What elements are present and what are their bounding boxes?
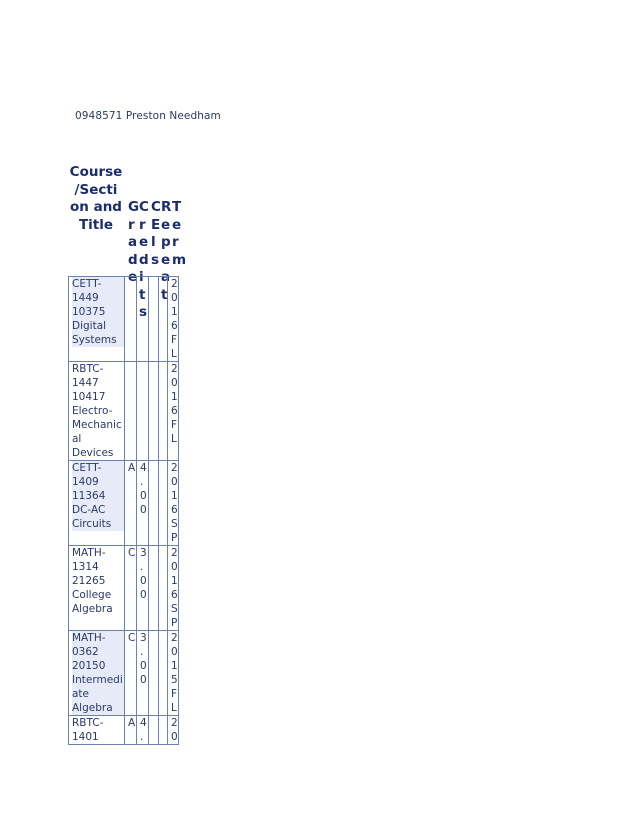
course-cell: RBTC- 1447 10417 Electro- Mechanic al Devices	[69, 362, 125, 461]
quality-points-cell	[149, 277, 159, 362]
quality-points-cell	[149, 631, 159, 716]
grade-cell	[125, 362, 137, 461]
quality-points-cell	[149, 716, 159, 745]
credits-cell	[137, 277, 149, 362]
grade-cell: C	[125, 631, 137, 716]
header-credits: C r e d i t s	[139, 199, 149, 320]
grade-cell: C	[125, 546, 137, 631]
grade-cell	[125, 277, 137, 362]
repeat-cell	[159, 362, 168, 461]
term-cell: 2 0 1 6 S P	[168, 461, 179, 546]
term-cell: 2 0 1 6 F L	[168, 362, 179, 461]
repeat-cell	[159, 277, 168, 362]
quality-points-cell	[149, 362, 159, 461]
repeat-cell	[159, 716, 168, 745]
credits-cell: 4 . 0 0	[137, 461, 149, 546]
header-grade: G r a d e	[128, 199, 140, 285]
table-row	[69, 362, 179, 461]
quality-points-cell	[149, 461, 159, 546]
course-cell: RBTC- 1401	[69, 716, 125, 745]
repeat-cell	[159, 546, 168, 631]
term-cell: 2 0	[168, 716, 179, 745]
term-cell: 2 0 1 6 S P	[168, 546, 179, 631]
header-course-title: Course /Secti on and Title	[69, 164, 123, 233]
header-quality-points: C E l s	[151, 199, 161, 268]
course-cell: MATH- 1314 21265 College Algebra	[69, 546, 125, 631]
student-id-name: 0948571 Preston Needham	[75, 110, 221, 122]
credits-cell: 4 .	[137, 716, 149, 745]
table-row	[69, 716, 179, 745]
credits-cell: 3 . 0 0	[137, 546, 149, 631]
table-row	[69, 546, 179, 631]
grade-cell: A	[125, 716, 137, 745]
course-table	[68, 276, 179, 745]
credits-cell	[137, 362, 149, 461]
course-cell: CETT- 1409 11364 DC-AC Circuits	[69, 461, 125, 546]
header-repeat: R e p e a t	[161, 199, 172, 303]
course-cell: MATH- 0362 20150 Intermedi ate Algebra	[69, 631, 125, 716]
table-row	[69, 277, 179, 362]
term-cell: 2 0 1 6 F L	[168, 277, 179, 362]
header-term: T e r m	[172, 199, 187, 268]
table-row	[69, 631, 179, 716]
term-cell: 2 0 1 5 F L	[168, 631, 179, 716]
grade-cell: A	[125, 461, 137, 546]
credits-cell: 3 . 0 0	[137, 631, 149, 716]
course-cell: CETT- 1449 10375 Digital Systems	[69, 277, 125, 362]
repeat-cell	[159, 461, 168, 546]
table-row	[69, 461, 179, 546]
repeat-cell	[159, 631, 168, 716]
quality-points-cell	[149, 546, 159, 631]
